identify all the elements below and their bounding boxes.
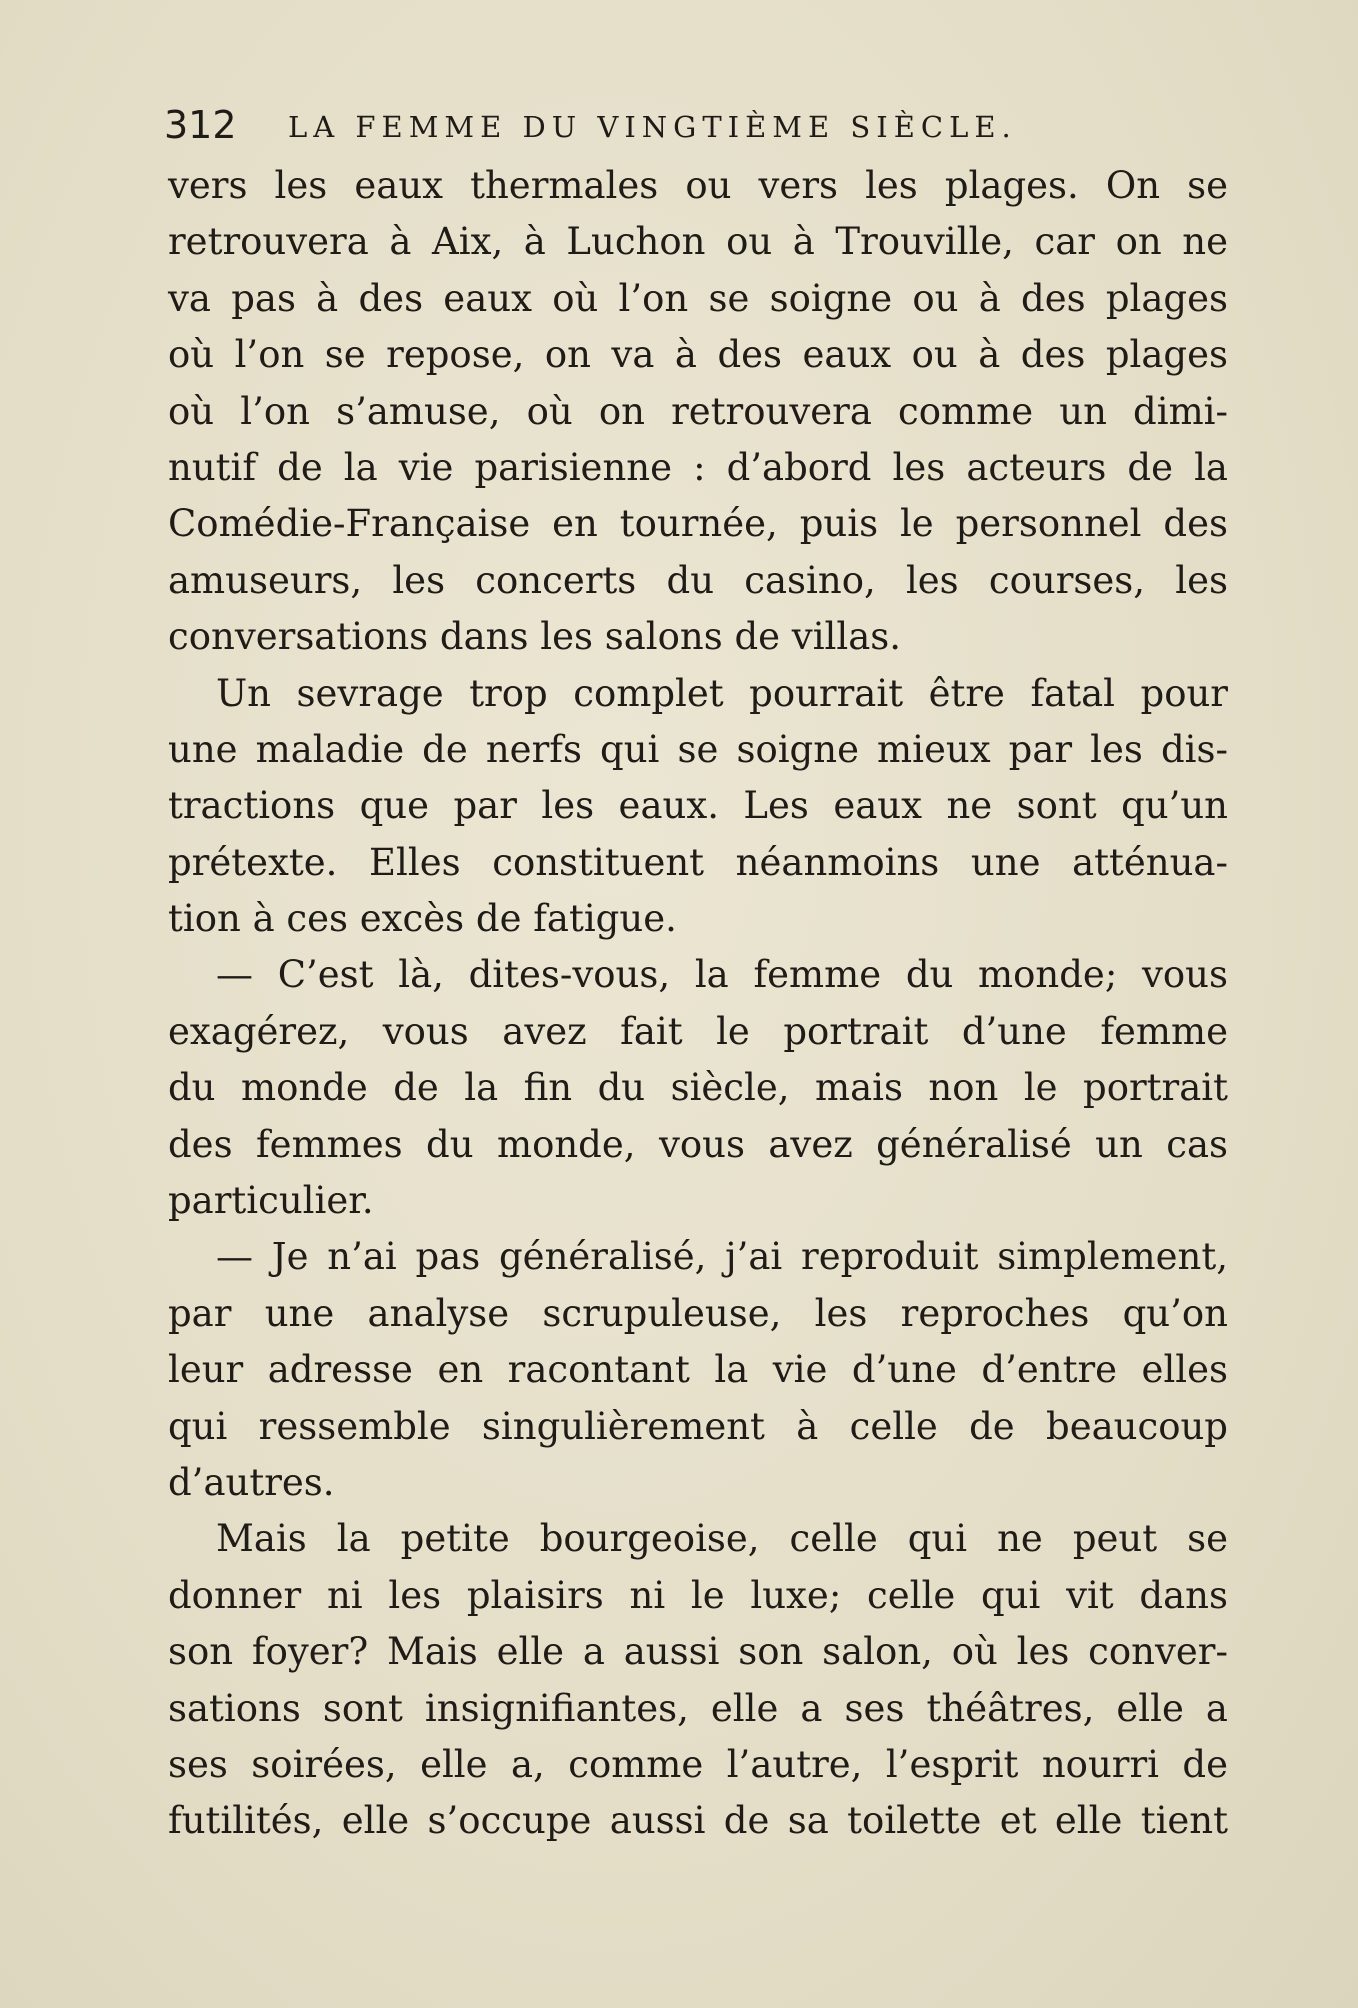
text-line: où l’on se repose, on va à des eaux ou à des plages [168, 333, 1228, 377]
text-line: donner ni les plaisirs ni le luxe; celle qui vit dans [168, 1573, 1228, 1617]
page-header [164, 100, 1224, 150]
text-line: tractions que par les eaux. Les eaux ne sont qu’un [168, 784, 1228, 828]
text-line: Comédie-Française en tournée, puis le personnel des [168, 502, 1228, 546]
text-line: Mais la petite bourgeoise, celle qui ne peut se [216, 1517, 1228, 1561]
text-line: ses soirées, elle a, comme l’autre, l’esprit nourri de [168, 1742, 1228, 1786]
text-line: prétexte. Elles constituent néanmoins une atténua- [168, 840, 1228, 884]
text-line: sations sont insignifiantes, elle a ses théâtres, elle a [168, 1686, 1228, 1730]
text-line: nutif de la vie parisienne : d’abord les acteurs de la [168, 445, 1228, 489]
text-line: amuseurs, les concerts du casino, les courses, les [168, 558, 1228, 602]
text-line: leur adresse en racontant la vie d’une d’entre elles [168, 1348, 1228, 1392]
running-title: LA FEMME DU VINGTIÈME SIÈCLE. [288, 110, 1017, 144]
text-line: Un sevrage trop complet pourrait être fatal pour [216, 671, 1228, 715]
text-line: futilités, elle s’occupe aussi de sa toilette et elle tient [168, 1799, 1228, 1843]
text-line: par une analyse scrupuleuse, les reproches qu’on [168, 1291, 1228, 1335]
text-line: — Je n’ai pas généralisé, j’ai reproduit simplement, [216, 1235, 1228, 1279]
text-line: retrouvera à Aix, à Luchon ou à Trouville, car on ne [168, 220, 1228, 264]
text-line: vers les eaux thermales ou vers les plages. On se [168, 164, 1228, 207]
text-line: où l’on s’amuse, où on retrouvera comme un dimi- [168, 389, 1228, 433]
text-line: du monde de la fin du siècle, mais non le portrait [168, 1066, 1228, 1110]
text-line: une maladie de nerfs qui se soigne mieux par les dis- [168, 727, 1228, 771]
text-line: — C’est là, dites-vous, la femme du monde; vous [216, 953, 1228, 997]
text-line: d’autres. [168, 1460, 335, 1504]
text-line: conversations dans les salons de villas. [168, 615, 902, 659]
text-line: son foyer? Mais elle a aussi son salon, où les conver- [168, 1630, 1228, 1674]
text-line: qui ressemble singulièrement à celle de beaucoup [168, 1404, 1228, 1448]
text-line: tion à ces excès de fatigue. [168, 897, 677, 941]
text-line: exagérez, vous avez fait le portrait d’une femme [168, 1009, 1228, 1053]
page-number: 312 [164, 103, 237, 147]
text-line: va pas à des eaux où l’on se soigne ou à des plages [168, 276, 1228, 320]
body-text [168, 158, 1228, 1850]
text-line: des femmes du monde, vous avez généralisé un cas [168, 1122, 1228, 1166]
text-line: particulier. [168, 1179, 374, 1223]
